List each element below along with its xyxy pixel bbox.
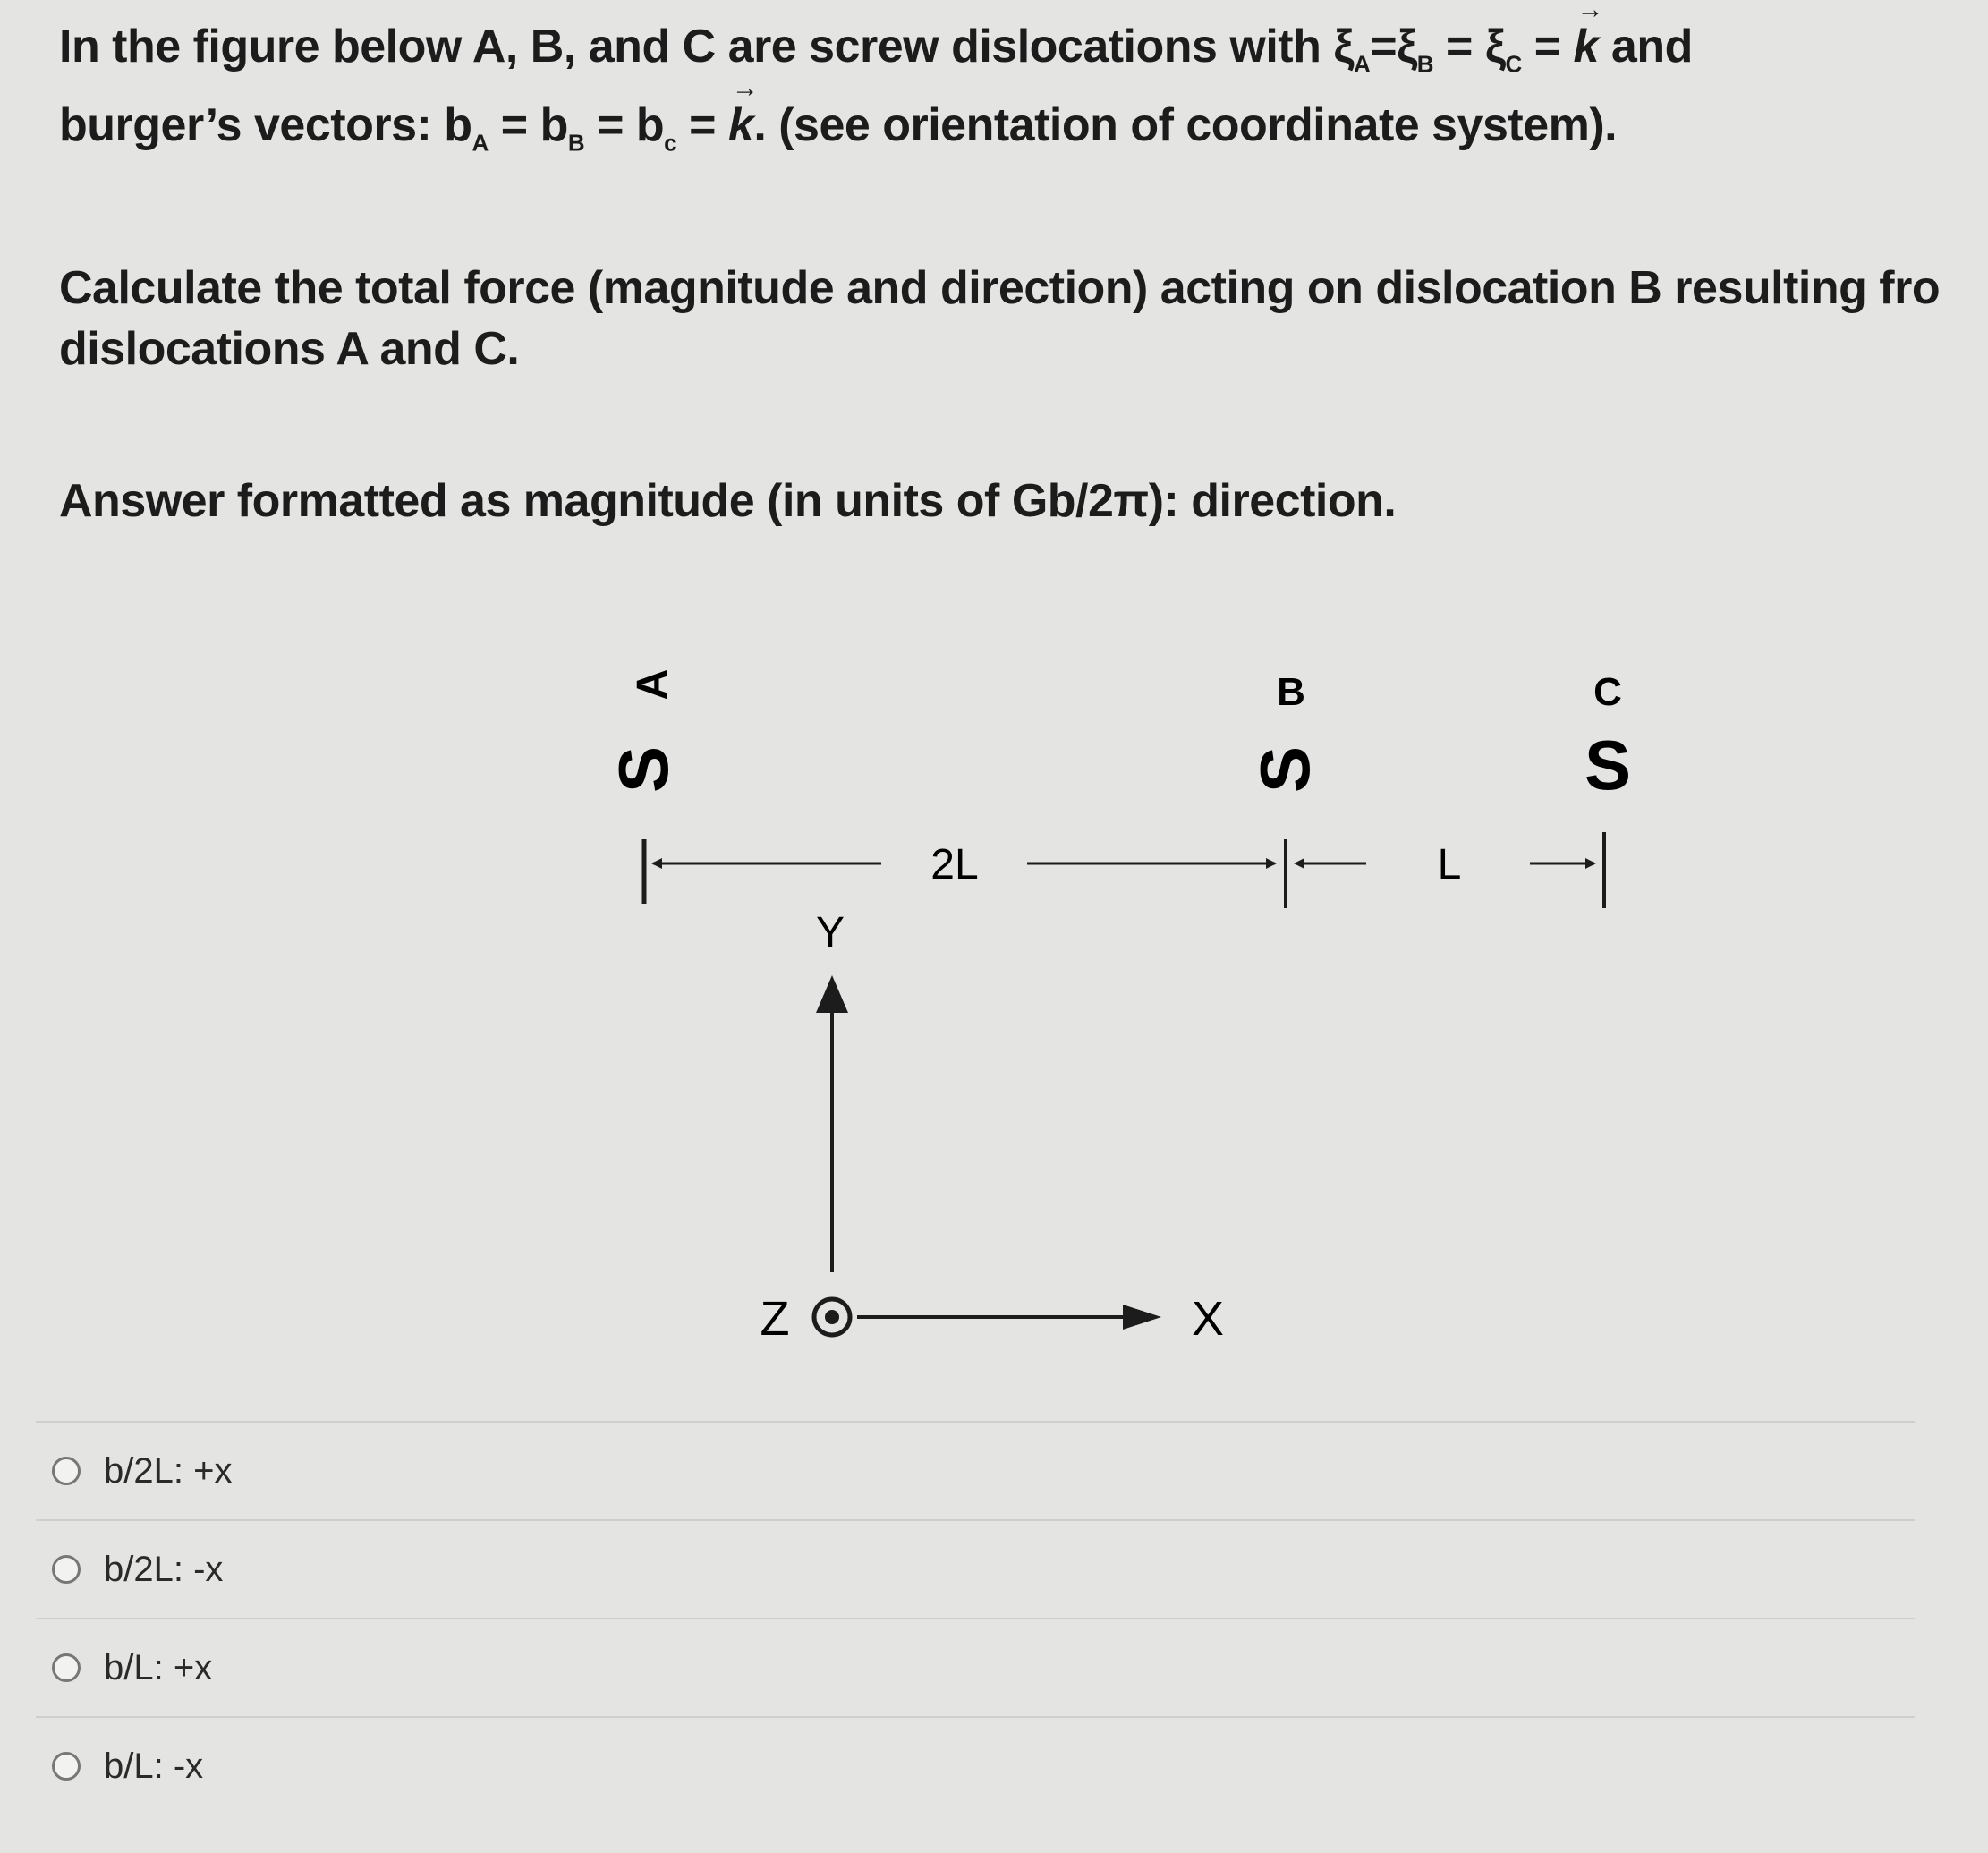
b-sub-a: A bbox=[472, 129, 489, 157]
z-axis-label: Z bbox=[760, 1292, 790, 1346]
screw-symbol-a: S bbox=[604, 745, 683, 794]
label-c: C bbox=[1593, 670, 1622, 714]
option-label[interactable]: b/2L: -x bbox=[104, 1549, 224, 1589]
radio-button[interactable] bbox=[52, 1555, 81, 1584]
radio-button[interactable] bbox=[52, 1457, 81, 1485]
option-row[interactable] bbox=[36, 1716, 1915, 1815]
q-eq: = bbox=[1521, 21, 1574, 72]
answer-format-b: (in units of Gb/2π) bbox=[767, 475, 1164, 527]
answer-format-a: Answer formatted as magnitude bbox=[59, 475, 768, 527]
option-label[interactable]: b/L: -x bbox=[104, 1746, 204, 1786]
screw-symbol-b: S bbox=[1245, 745, 1324, 794]
xi-sub-a: A bbox=[1353, 50, 1371, 78]
dislocation-figure bbox=[0, 644, 1988, 1360]
answer-options bbox=[36, 1421, 1915, 1815]
option-row[interactable] bbox=[36, 1421, 1915, 1519]
label-a: A bbox=[629, 668, 676, 701]
calculate-line-1: Calculate the total force (magnitude and direction) acting on dislocation B resulting fro bbox=[59, 262, 1941, 314]
y-axis-arrowhead bbox=[816, 975, 848, 1013]
q-eq: = bbox=[488, 99, 540, 151]
calculate-line-2: dislocations A and C. bbox=[59, 323, 520, 375]
dimension-ab-label: 2L bbox=[930, 841, 979, 888]
radio-button[interactable] bbox=[52, 1752, 81, 1781]
q-text-segment: In the figure below A, B, and C are screw dislocations with bbox=[59, 21, 1334, 72]
b-symbol: b bbox=[444, 99, 472, 151]
option-label[interactable]: b/2L: +x bbox=[104, 1450, 233, 1491]
q-eq: = bbox=[1370, 21, 1398, 72]
xi-symbol: ξ bbox=[1484, 21, 1506, 72]
q-eq: = bbox=[676, 99, 728, 151]
b-sub-b: B bbox=[567, 129, 585, 157]
label-b: B bbox=[1277, 670, 1305, 714]
b-symbol: b bbox=[539, 99, 568, 151]
q-and: and bbox=[1598, 21, 1693, 72]
y-axis-label: Y bbox=[815, 909, 845, 956]
b-sub-c: c bbox=[664, 129, 677, 157]
answer-format-line bbox=[59, 474, 1396, 528]
q-text-segment: burger’s vectors: bbox=[59, 99, 445, 151]
b-symbol: b bbox=[635, 99, 665, 151]
screw-symbol-c: S bbox=[1584, 726, 1632, 804]
q-eq: = bbox=[1433, 21, 1485, 72]
xi-symbol: ξ bbox=[1397, 21, 1417, 72]
x-axis-arrowhead bbox=[1123, 1305, 1161, 1330]
dimension-bc-label: L bbox=[1437, 841, 1462, 888]
option-row[interactable] bbox=[36, 1618, 1915, 1716]
option-row[interactable] bbox=[36, 1519, 1915, 1618]
k-vector: → k bbox=[728, 98, 753, 152]
question-line-1 bbox=[59, 20, 1693, 78]
radio-button[interactable] bbox=[52, 1653, 81, 1682]
q-eq: = bbox=[584, 99, 636, 151]
z-axis-dot bbox=[825, 1310, 839, 1324]
q-text-segment: . (see orientation of coordinate system). bbox=[753, 99, 1618, 151]
answer-format-c: : direction. bbox=[1163, 475, 1397, 527]
xi-sub-c: C bbox=[1505, 50, 1522, 78]
xi-symbol: ξ bbox=[1333, 21, 1354, 72]
k-vector: → k bbox=[1574, 20, 1599, 73]
xi-sub-b: B bbox=[1416, 50, 1434, 78]
question-line-2 bbox=[59, 98, 1617, 157]
option-label[interactable]: b/L: +x bbox=[104, 1647, 213, 1687]
x-axis-label: X bbox=[1191, 1292, 1225, 1346]
